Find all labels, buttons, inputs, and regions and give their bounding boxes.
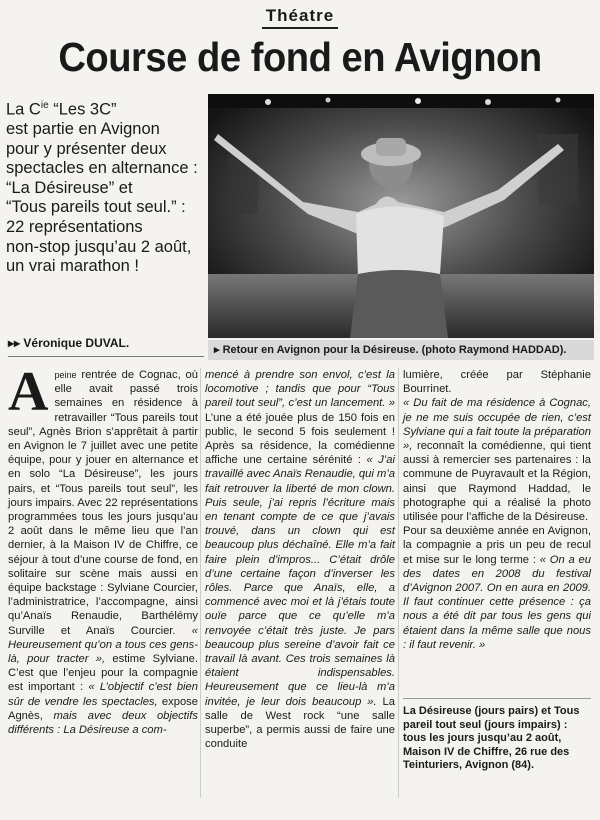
photo-caption: ▸ Retour en Avignon pour la Désireuse. (photo Raymond HADDAD). — [208, 340, 594, 360]
column-divider — [200, 368, 201, 798]
practical-info: La Désireuse (jours pairs) et Tous pareil tout seul (jours impairs) : tous les jours jusqu’au 2 août, Maison IV de Chiffre, 26 rue des Teinturiers, Avignon (84). — [403, 705, 580, 771]
body-column-3: lumière, créée par Stéphanie Bourrinet. « Du fait de ma résidence à Cognac, je ne me suis occupée de rien, c’est Sylviane qui a fait toute la préparation », reconnaît la comédienne, qui tient aussi à remercier ses partenaires : la commune de Puyravault et la Région, ainsi que Raymond Haddad, le photographe qui a réalisé la photo utilisée pour l’affiche de la Désireuse. Pour sa deuxième année en Avignon, la compagnie a pris un peu de recul et mise sur le long terme : « On a eu des dates en 2008 du festival d’Avignon 2007. On en aura en 2009. Il faut continuer cette présence : ça nous a été dit par tous les gens qui étaient dans la même salle que nous : il faut revenir. » — [403, 369, 591, 651]
article-photo — [208, 94, 594, 338]
article-headline: Course de fond en Avignon — [58, 34, 542, 80]
author-byline: ▸▸ Véronique DUVAL. — [8, 336, 130, 350]
section-rubric: Théatre — [0, 6, 600, 29]
article-lead: La $C^{ie}$ “Les 3C” est partie en Avignon pour y présenter deux spectacles en alternance : “La Désireuse” et “Tous pareils tout seul.” : 22 représentations non-stop jusqu’au 2 août, un vrai marathon ! — [6, 100, 198, 276]
info-divider — [403, 698, 591, 699]
byline-divider — [8, 356, 204, 357]
drop-cap: A — [8, 361, 49, 423]
body-column-2: mencé à prendre son envol, c’est la locomotive ; tandis que pour “Tous pareil tout seul”, c’est un lancement. » L’une a été jouée plus de 150 fois en public, le second 5 fois seulement ! Après sa résidence, la comédienne affiche une certaine sérénité : « J’ai travaillé avec Anaïs Renaudie, qui m’a fait retrouver la liberté de mon clown. Puis seule, j’ai repris l’écriture mais en tenant compte de ce que j’avais trouvé, dans un clown qui est beaucoup plus déchaîné. Elle m’a fait faire plein d’impros... C’était drôle d’une certaine façon d’inverser les rôles. Parce que Anaïs, elle, a commencé avec moi et là j’étais toute ouïe parce que ce qu’elle m’a renvoyée c’était très juste. Je pars beaucoup plus sereine d’avoir fait ce travail là avant. Ces trois semaines là étaient indispensables. Heureusement que ce lieu-là m’a invitée, je leur dois beaucoup ». La salle de West rock “une salle superbe”, a permis aussi de faire une conduite — [205, 369, 395, 751]
column-divider — [398, 368, 399, 798]
body-column-1: Apeine rentrée de Cognac, où elle avait passé trois semaines en résidence à retravailler “Tous pareils tout seul”, Agnès Brion s’apprêtait à partir en Avignon le 7 juillet avec une petite équipe, pour y jouer en alternance et en solo “La Désireuse”, les jours pairs, et “Tous pareils tout seul”, les jours impairs. Avec 22 représentations programmées tous les jours jusqu’au 2 août dans le même lieu que l’an dernier, à la Maison IV de Chiffre, ce séjour à tout d’une course de fond, en solitaire sur scène mais aussi en équipe backstage : Sylviane Courcier, l’administratrice, l’accompagne, ainsi qu’Anaïs Renaudie, Barthélémy Surville et Anaïs Courcier. « Heureusement qu’on a tous ces gens-là, pour tracter », estime Sylviane. C’est que l’enjeu pour la compagnie est important : « L’objectif c’est bien sûr de vendre les spectacles, expose Agnès, mais avec deux objectifs différents : La Désireuse a com- — [8, 361, 198, 737]
